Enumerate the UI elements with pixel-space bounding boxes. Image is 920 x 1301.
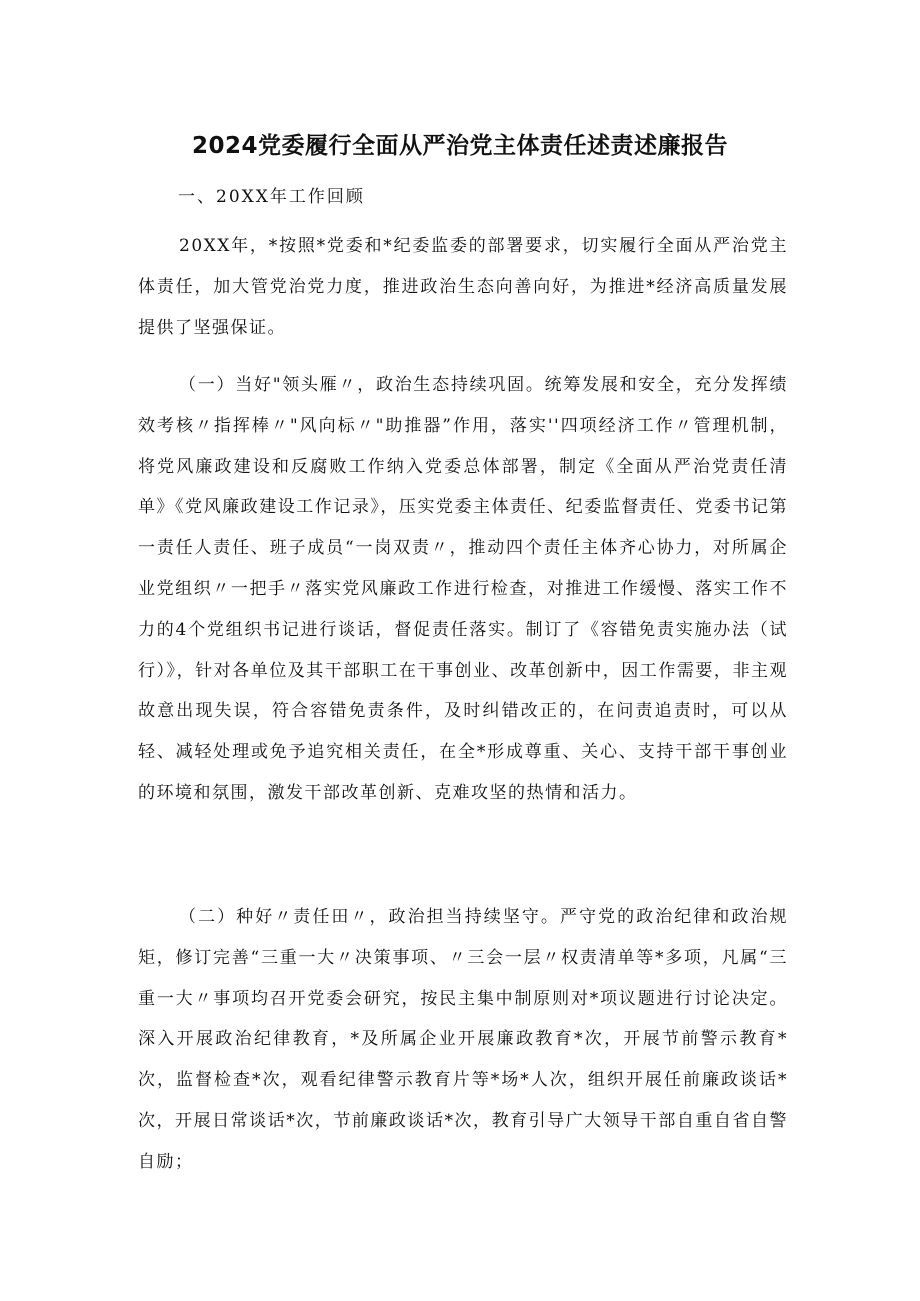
section-heading: 一、20XX年工作回顾 bbox=[178, 187, 365, 207]
document-title: 2024党委履行全面从严治党主体责任述责述廉报告 bbox=[191, 133, 728, 159]
paragraph-responsibility-field: （二）种好〃责任田〃，政治担当持续坚守。严守党的政治纪律和政治规矩，修订完善“三重一大〃决策事项、〃三会一层〃权责清单等*多项，凡属“三重一大〃事项均召开党委会研究，按民主集中制原则对*项议题进行讨论决定。深入开展政治纪律教育，*及所属企业开展廉政教育*次，开展节前警示教育*次，监督检查*次，观看纪律警示教育片等*场*人次，组织开展任前廉政谈话*次，开展日常谈话*次，节前廉政谈话*次，教育引导广大领导干部自重自省自警自励； bbox=[138, 907, 788, 1172]
paragraph-lead-goose: （一）当好"领头雁〃，政治生态持续巩固。统筹发展和安全，充分发挥绩效考核〃指挥棒〃"风向标〃"助推器”作用，落实''四项经济工作〃管理机制，将党风廉政建设和反腐败工作纳入党委总体部署，制定《全面从严治党责任清单》《党风廉政建设工作记录》，压实党委主体责任、纪委监督责任、党委书记第一责任人责任、班子成员“一岗双责〃，推动四个责任主体齐心协力，对所属企业党组织〃一把手〃落实党风廉政工作进行检查，对推进工作缓慢、落实工作不力的4个党组织书记进行谈话，督促责任落实。制订了《容错免责实施办法（试行）》，针对各单位及其干部职工在干事创业、改革创新中，因工作需要，非主观故意出现失误，符合容错免责条件，及时纠错改正的，在问责追责时，可以从轻、减轻处理或免予追究相关责任，在全*形成尊重、关心、支持干部干事创业的环境和氛围，激发干部改革创新、克难攻坚的热情和活力。 bbox=[138, 375, 788, 803]
paragraph-overview: 20XX年，*按照*党委和*纪委监委的部署要求，切实履行全面从严治党主体责任，加大管党治党力度，推进政治生态向善向好，为推进*经济高质量发展提供了坚强保证。 bbox=[138, 236, 788, 338]
